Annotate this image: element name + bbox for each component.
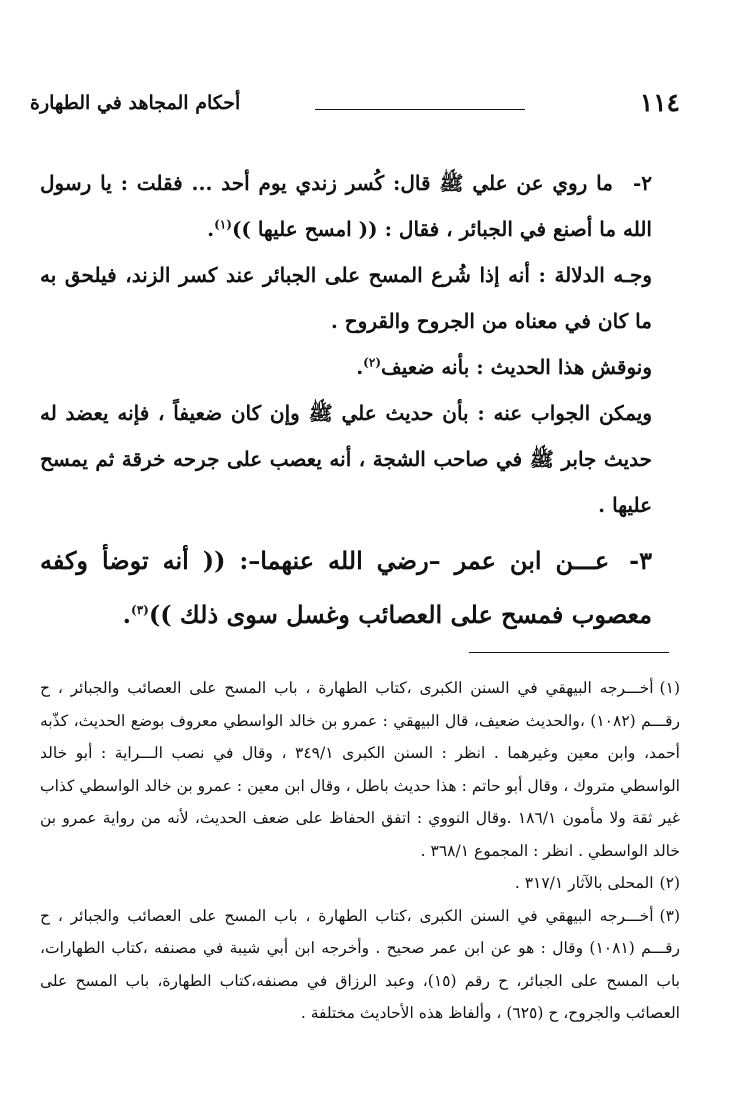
item-3-text: عـــن ابن عمر –رضي الله عنهما–: (( أنه توضأ وكفه معصوب فمسح على العصائب وغسل سوى ذلك )) (40, 546, 652, 629)
item-2 (40, 160, 652, 252)
page-number: ١١٤ (639, 88, 680, 117)
footnote-3-text: أخـــرجه البيهقي في السنن الكبرى ،كتاب الطهارة ، باب المسح على العصائب والجبائر ، ح رقـــم (١٠٨١) وقال : هو عن ابن عمر صحيح . وأخرجه ابن أبي شيبة في مصنفه ،كتاب الطهارات، باب المسح على الجبائر، ح رقم (١٥)، وعبد الرزاق في مصنفه،كتاب الطهارة، باب المسح على العصائب والجروح، ح (٦٢٥) ، وألفاظ هذه الأحاديث مختلفة . (40, 906, 681, 1022)
objection-end: . (356, 355, 364, 379)
reply-paragraph: ويمكن الجواب عنه : بأن حديث علي ﷺ وإن كان ضعيفاً ، فإنه يعضد له حديث جابر ﷺ في صاحب الشجة ، أنه يعصب على جرحه خرقة ثم يمسح عليها . (40, 401, 652, 517)
footnote-1-number: (١) (659, 679, 680, 697)
footnote-2-text: المحلى بالآثار ٣١٧/١ . (514, 874, 654, 892)
footnote-ref-1: (١) (214, 217, 232, 232)
running-title: أحكام المجاهد في الطهارة (30, 92, 241, 114)
footnote-3-number: (٣) (659, 906, 680, 925)
evidence-paragraph: وجـه الدلالة : أنه إذا شُرع المسح على الجبائر عند كسر الزند، فيلحق به ما كان في معناه من الجروح والقروح . (40, 263, 652, 333)
item-2-end: . (207, 217, 215, 241)
main-text (40, 160, 652, 642)
footnote-2-number: (٢) (659, 874, 680, 892)
footnotes (40, 672, 680, 1030)
item-3-end: . (122, 600, 132, 629)
footnote-1 (40, 672, 680, 867)
page-header (30, 88, 680, 128)
header-rule (315, 109, 525, 110)
footnote-ref-3: (٣) (131, 603, 149, 617)
item-2-number: ٢- (632, 171, 652, 195)
footnote-2 (40, 867, 680, 900)
item-3 (40, 534, 652, 642)
footnote-3 (40, 900, 680, 1030)
objection-text: ونوقش هذا الحديث : بأنه ضعيف (381, 355, 652, 379)
objection-paragraph (40, 344, 652, 390)
footnote-ref-2: (٢) (363, 355, 381, 370)
item-2-text: ما روي عن علي ﷺ قال: كُسر زندي يوم أحد ... فقلت : يا رسول الله ما أصنع في الجبائر ، فقال : (( امسح عليها )) (40, 171, 652, 241)
footnote-separator (469, 652, 669, 653)
item-3-number: ٣- (629, 546, 652, 575)
footnote-1-text: أخـــرجه البيهقي في السنن الكبرى ،كتاب الطهارة ، باب المسح على العصائب والجبائر ، ح رقـــم (١٠٨٢) ،والحديث ضعيف، قال البيهقي : عمرو بن خالد الواسطي معروف بوضع الحديث، كذّبه أحمد، وابن معين وغيرهما . انظر : السنن الكبرى ٣٤٩/١ ، وقال في نصب الـــراية : أبو خالد الواسطي متروك ، وقال أبو حاتم : هذا حديث باطل ، وقال ابن معين : عمرو بن خالد الواسطي كذاب غير ثقة ولا مأمون ١٨٦/١ .وقال النووي : اتفق الحفاظ على ضعف الحديث، لأنه من رواية عمرو بن خالد الواسطي . انظر : المجموع ٣٦٨/١ . (40, 679, 680, 860)
